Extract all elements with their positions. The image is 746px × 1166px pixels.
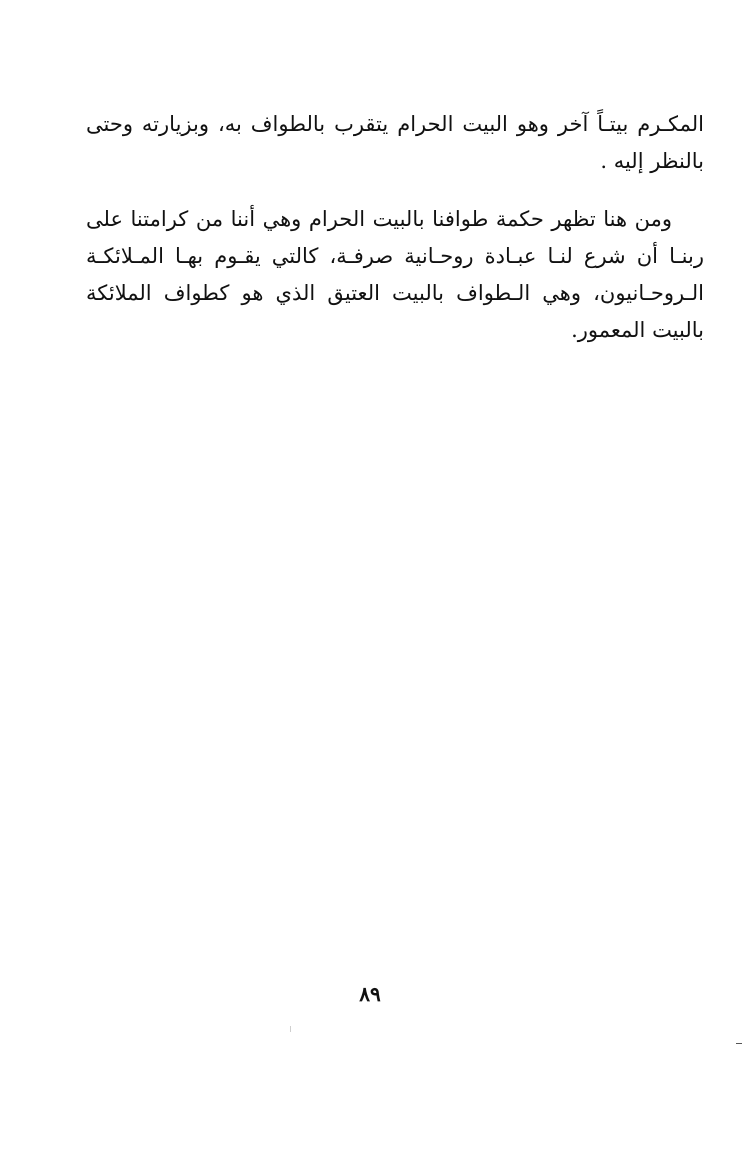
paragraph-2	[86, 201, 704, 349]
scan-artifact-mark	[290, 1026, 291, 1032]
paragraph-1-line-2: بالنظر إليه .	[600, 149, 704, 173]
paragraph-1-line-1: المكـرم بيتـاً آخر وهو البيت الحرام يتقرب بالطواف به، وبزيارته وحتى	[86, 112, 704, 136]
edge-mark	[736, 1043, 742, 1044]
paragraph-2-line-2: ربنـا أن شرع لنـا عبـادة روحـانية صرفـة، كالتي يقـوم بهـا المـلائكـة	[86, 244, 704, 268]
paragraph-2-line-4: بالبيت المعمور.	[571, 318, 704, 342]
page-number: ٨٩	[359, 982, 381, 1006]
paragraph-2-line-3: الـروحـانيون، وهي الـطواف بالبيت العتيق الذي هو كطواف الملائكة	[86, 281, 704, 305]
paragraph-1	[86, 106, 704, 180]
paragraph-2-line-1: ومن هنا تظهر حكمة طوافنا بالبيت الحرام وهي أننا من كرامتنا على	[86, 207, 672, 231]
